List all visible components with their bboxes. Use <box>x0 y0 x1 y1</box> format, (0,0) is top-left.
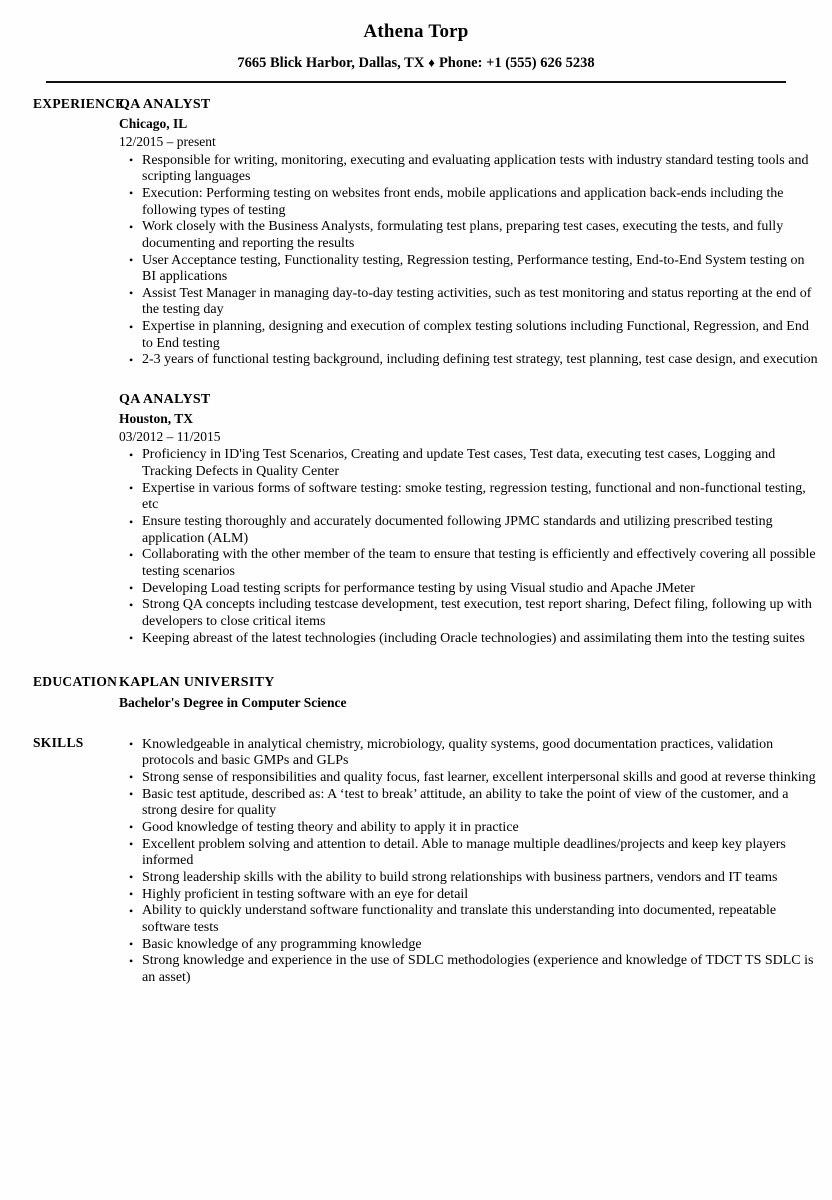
list-item: • Ensure testing thoroughly and accurately documented following JPMC standards and utilizing prescribed testing application (ALM) <box>119 514 818 547</box>
job-dates: 12/2015 – present <box>119 134 216 150</box>
list-item: • Basic knowledge of any programming knowledge <box>119 937 818 954</box>
section-skills <box>0 735 832 987</box>
list-item: • Strong QA concepts including testcase development, test execution, test report sharing, Defect filing, following up with developers to close critical items <box>119 597 818 630</box>
section-education <box>0 674 832 712</box>
list-item: • Responsible for writing, monitoring, executing and evaluating application tests with industry standard testing tools and scripting languages <box>119 153 818 186</box>
experience-entry <box>119 96 818 369</box>
list-item: • Expertise in planning, designing and execution of complex testing solutions including Functional, Regression, and End to End testing <box>119 319 818 352</box>
section-label-experience: EXPERIENCE <box>33 96 125 112</box>
skills-body <box>119 735 832 987</box>
list-item: • Developing Load testing scripts for performance testing by using Visual studio and Apache JMeter <box>119 581 818 598</box>
job-location: Houston, TX <box>119 411 194 427</box>
resume-header <box>0 0 832 83</box>
list-item: • Strong sense of responsibilities and quality focus, fast learner, excellent interpersonal skills and good at reverse thinking <box>119 770 818 787</box>
job-bullet-list <box>119 447 818 647</box>
education-school: KAPLAN UNIVERSITY <box>119 675 275 691</box>
education-degree: Bachelor's Degree in Computer Science <box>119 695 347 711</box>
list-item: • Highly proficient in testing software with an eye for detail <box>119 887 818 904</box>
list-item: • Collaborating with the other member of the team to ensure that testing is efficiently and effectively covering all possible testing scenarios <box>119 547 818 580</box>
list-item: • Expertise in various forms of software testing: smoke testing, regression testing, functional and non-functional testing, etc <box>119 481 818 514</box>
list-item: • Assist Test Manager in managing day-to-day testing activities, such as test monitoring and status reporting at the end of the testing day <box>119 286 818 319</box>
contact-line <box>0 55 832 72</box>
contact-phone: Phone: +1 (555) 626 5238 <box>438 54 595 71</box>
candidate-name: Athena Torp <box>363 21 469 42</box>
list-item: • Ability to quickly understand software functionality and translate this understanding into documented, repeatable software tests <box>119 903 818 936</box>
job-location: Chicago, IL <box>119 116 188 132</box>
list-item: • Good knowledge of testing theory and ability to apply it in practice <box>119 820 818 837</box>
job-dates: 03/2012 – 11/2015 <box>119 428 221 444</box>
job-title: QA ANALYST <box>119 392 211 408</box>
list-item: • Work closely with the Business Analysts, formulating test plans, preparing test cases, executing the tests, and fully documenting and reporting the results <box>119 219 818 252</box>
skills-bullet-list <box>119 737 818 987</box>
list-item: • Execution: Performing testing on websites front ends, mobile applications and application back-ends including the following types of testing <box>119 186 818 219</box>
list-item: • Keeping abreast of the latest technologies (including Oracle technologies) and assimilating them into the testing suites <box>119 631 818 648</box>
section-label-education: EDUCATION <box>33 674 118 690</box>
list-item: • 2-3 years of functional testing background, including defining test strategy, test planning, test case design, and execution <box>119 352 818 369</box>
list-item: • Strong knowledge and experience in the use of SDLC methodologies (experience and knowledge of TDCT TS SDLC is an asset) <box>119 953 818 986</box>
experience-body <box>119 96 832 647</box>
job-title: QA ANALYST <box>119 97 211 113</box>
list-item: • Basic test aptitude, described as: A ‘test to break’ attitude, an ability to take the point of view of the customer, and a strong desire for quality <box>119 787 818 820</box>
experience-entry <box>119 391 818 647</box>
diamond-separator-icon: ♦ <box>428 54 435 70</box>
list-item: • Strong leadership skills with the ability to build strong relationships with business partners, vendors and IT teams <box>119 870 818 887</box>
contact-address: 7665 Blick Harbor, Dallas, TX <box>237 54 425 71</box>
section-experience <box>0 96 832 647</box>
section-label-skills: SKILLS <box>33 734 84 750</box>
list-item: • Proficiency in ID'ing Test Scenarios, Creating and update Test cases, Test data, executing test cases, Logging and Tracking Defects in Quality Center <box>119 447 818 480</box>
education-body <box>119 674 832 712</box>
job-bullet-list <box>119 153 818 370</box>
list-item: • Excellent problem solving and attention to detail. Able to manage multiple deadlines/projects and keep key players informed <box>119 837 818 870</box>
list-item: • User Acceptance testing, Functionality testing, Regression testing, Performance testing, End-to-End System testing on BI applications <box>119 253 818 286</box>
list-item: • Knowledgeable in analytical chemistry, microbiology, quality systems, good documentation practices, validation protocols and basic GMPs and GLPs <box>119 737 818 770</box>
education-entry <box>119 674 818 712</box>
